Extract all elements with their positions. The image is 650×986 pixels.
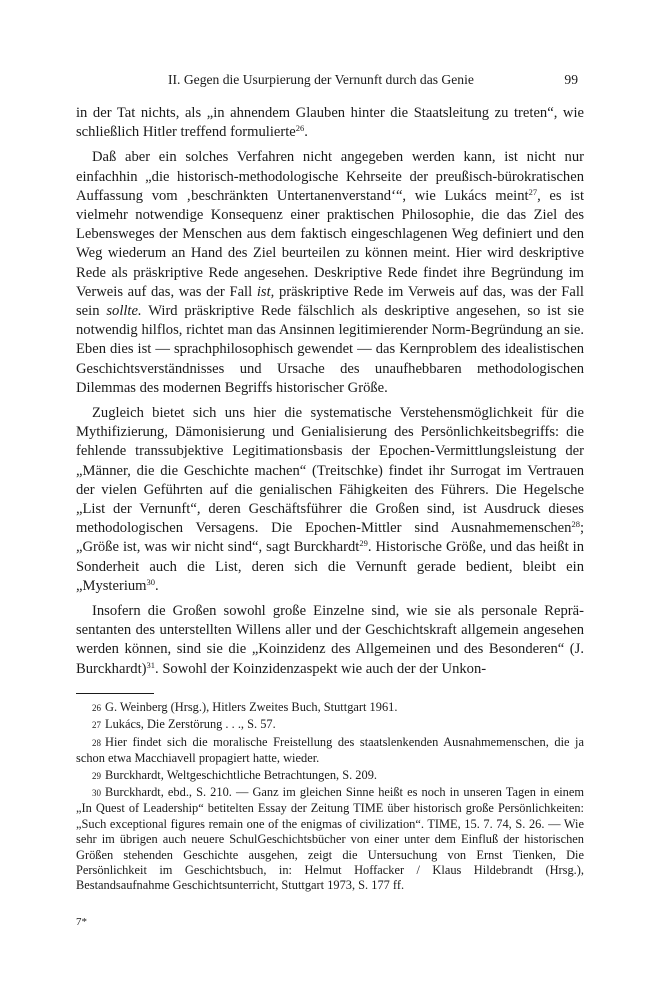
paragraph	[76, 602, 584, 679]
footnote	[76, 785, 584, 894]
footnote-ref: 28	[571, 519, 580, 530]
footnotes	[76, 700, 584, 894]
footnote-number: 29	[92, 770, 101, 781]
text-run: ; „Größe ist, was wir nicht sind“, sagt Burckhardt	[76, 520, 584, 556]
footnote	[76, 717, 584, 733]
page-number: 99	[564, 72, 578, 87]
footnote-number: 26	[92, 702, 101, 713]
footnote-text: G. Weinberg (Hrsg.), Hitlers Zweites Buch, Stuttgart 1961.	[105, 699, 398, 714]
text-run: . Historische Größe, und das heißt in Sonderheit auch die List, deren sich die Vernunft gerade bedient, bleibt ein „Mysterium	[76, 539, 584, 594]
footnote-ref: 31	[146, 659, 156, 670]
body-text	[76, 104, 584, 679]
footnote-ref: 26	[295, 123, 305, 134]
text-run: , es ist vielmehr notwendige Konsequenz einer praktischen Philosophie, die das Ziel des Lebensweges der Menschen aus dem faktisch eingeschlagenen Weg definiert und den Weg wiederum an Hand des Ziel beurteilen zu können meint. Hier wird deskriptive Rede als präskriptive Rede angesehen. Deskriptive Rede findet ihre Begründung im Verweis auf das, was der Fall	[76, 187, 584, 300]
running-head	[76, 72, 584, 94]
text-run: Wird präskriptive Rede fälschlich als deskriptive angesehen, so ist sie notwendig hilflos, richtet man das Ansinnen legitimierender Norm-Begründung an sie. Eben dies ist — sprachphilosophisch gewendet — das Kernproblem des idealistischen Geschichtsverständnisses und Ursache des unaufhebbaren methodologischen Dilemmas des modernen Begriffs historischer Größe.	[76, 303, 584, 396]
footnote-number: 30	[92, 787, 101, 798]
paragraph	[76, 148, 584, 398]
footnote	[76, 700, 584, 716]
book-page	[76, 72, 584, 895]
footnote	[76, 768, 584, 784]
signature-mark: 7*	[76, 916, 87, 928]
footnote-rule	[76, 693, 154, 694]
text-run: Zugleich bietet sich uns hier die systematische Verstehensmöglichkeit für die Mythifizierung, Dämonisierung und Genialisierung des Persönlichkeitsbegriffs: die fehlende transsubjektive Legitimationsbasis der Epochen-Vermittlungsleistung der „Männer, die die Geschichte machen“ (Treitschke) findet ihr Surrogat im Vertrauen der vielen Geführten auf die genialischen Fähigkeiten des Führers. Die Hegelsche „List der Vernunft“, deren Geschäftsführer die Großen sind, ist Ausdruck dieses methodologischen Versagens. Die Epochen-Mittler sind Ausnahmemenschen	[76, 405, 584, 537]
footnote-number: 27	[92, 720, 101, 731]
emphasis: ist,	[256, 283, 275, 300]
emphasis: sollte.	[106, 303, 142, 320]
paragraph	[76, 104, 584, 142]
footnote-text: Burckhardt, ebd., S. 210. — Ganz im gleichen Sinne heißt es noch in unseren Tagen in einem „In Quest of Leadership“ betitelten Essay der Zeitung TIME über historisch große Persönlichkeiten: „Such exceptional figures remain one of the enigmas of civilization“. TIME, 15. 7. 74, S. 26. — Wie sehr im übrigen auch neuere SchulGeschichtsbücher von einer unter dem Einfluß der historischen Größen stehenden Geschichte ausgehen, zeigt die Untersuchung von Ernst Tienken, Die Persönlichkeit im Geschichtsbuch, in: Helmut Hoffacker / Klaus Hildebrandt (Hrsg.), Bestandsaufnahme Geschichtsunterricht, Stuttgart 1973, S. 177 ff.	[76, 784, 584, 893]
footnote	[76, 735, 584, 767]
text-run: Insofern die Großen sowohl große Einzelne sind, wie sie als personale Repräsentanten des unterstellten Willens aller und der Geschichtskraft allgemein angesehen werden können, sind sie die „Koinzidenz des Allgemeinen und des Besonderen“ (J. Burckhardt)	[76, 603, 584, 677]
running-head-title: II. Gegen die Usurpierung der Vernunft durch das Genie	[168, 72, 474, 87]
footnote-ref: 30	[146, 576, 156, 587]
footnote-ref: 29	[359, 538, 368, 549]
text-run: in der Tat nichts, als „in ahnendem Glauben hinter die Staatsleitung zu treten“, wie schließlich Hitler treffend formulierte	[76, 105, 584, 141]
footnote-number: 28	[92, 737, 101, 748]
footnote-text: Hier findet sich die moralische Freistellung des staatslenkenden Ausnahmemenschen, die ja schon etwa Macchiavell propagiert hatte, wieder.	[76, 734, 584, 766]
footnote-text: Burckhardt, Weltgeschichtliche Betrachtungen, S. 209.	[105, 767, 377, 782]
text-run: Daß aber ein solches Verfahren nicht angegeben werden kann, ist nicht nur einfachhin „die historisch-methodologische Kehrseite der preußisch-bürokratischen Auffassung vom ‚beschränkten Untertanenverstand‘“, wie Lukács meint	[76, 149, 584, 204]
paragraph	[76, 404, 584, 596]
footnote-text: Lukács, Die Zerstörung . . ., S. 57.	[105, 717, 276, 732]
text-run: präskriptive Rede im Verweis auf das, was der Fall sein	[76, 283, 584, 320]
footnote-ref: 27	[528, 186, 538, 197]
text-run: .	[155, 577, 159, 594]
text-run: . Sowohl der Koinzidenzaspekt wie auch der der Unkon-	[155, 660, 487, 677]
text-run: .	[304, 124, 308, 141]
